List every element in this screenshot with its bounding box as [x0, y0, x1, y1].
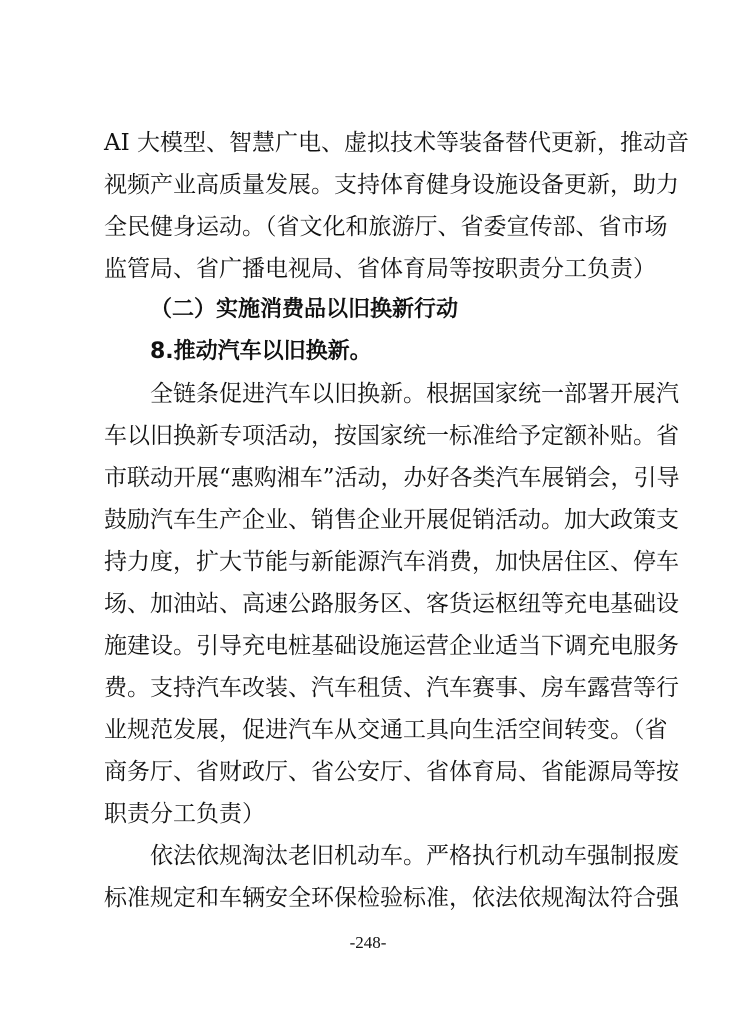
subsection-heading: 8.推动汽车以旧换新。 — [150, 339, 372, 364]
paragraph-2-line-3: 市联动开展“惠购湘车”活动，办好各类汽车展销会，引导 — [104, 465, 680, 491]
page-number: -248- — [349, 933, 387, 952]
paragraph-2-line-6: 场、加油站、高速公路服务区、客货运枢纽等充电基础设 — [104, 591, 679, 617]
paragraph-2-line-9: 业规范发展，促进汽车从交通工具向生活空间转变。（省 — [104, 717, 668, 743]
paragraph-2-line-1: 全链条促进汽车以旧换新。根据国家统一部署开展汽 — [150, 381, 679, 407]
paragraph-2-line-7: 施建设。引导充电桩基础设施运营企业适当下调充电服务 — [104, 633, 679, 659]
paragraph-2-line-5: 持力度，扩大节能与新能源汽车消费，加快居住区、停车 — [104, 549, 679, 575]
paragraph-2-line-2: 车以旧换新专项活动，按国家统一标准给予定额补贴。省 — [104, 423, 679, 449]
paragraph-1-line-3: 全民健身运动。（省文化和旅游厅、省委宣传部、省市场 — [104, 214, 668, 240]
paragraph-3-line-1: 依法依规淘汰老旧机动车。严格执行机动车强制报废 — [150, 843, 679, 869]
paragraph-2-line-11: 职责分工负责） — [104, 801, 265, 827]
paragraph-1-line-1: AI 大模型、智慧广电、虚拟技术等装备替代更新，推动音 — [104, 130, 690, 156]
paragraph-2-line-10: 商务厅、省财政厅、省公安厅、省体育局、省能源局等按 — [104, 759, 679, 785]
paragraph-3-line-2: 标准规定和车辆安全环保检验标准，依法依规淘汰符合强 — [104, 885, 679, 911]
section-heading: （二）实施消费品以旧换新行动 — [150, 297, 459, 322]
paragraph-1-line-4: 监管局、省广播电视局、省体育局等按职责分工负责） — [104, 256, 656, 282]
paragraph-2-line-8: 费。支持汽车改装、汽车租赁、汽车赛事、房车露营等行 — [104, 675, 679, 701]
paragraph-2-line-4: 鼓励汽车生产企业、销售企业开展促销活动。加大政策支 — [104, 507, 679, 533]
paragraph-1-line-2: 视频产业高质量发展。支持体育健身设施设备更新，助力 — [104, 172, 679, 198]
